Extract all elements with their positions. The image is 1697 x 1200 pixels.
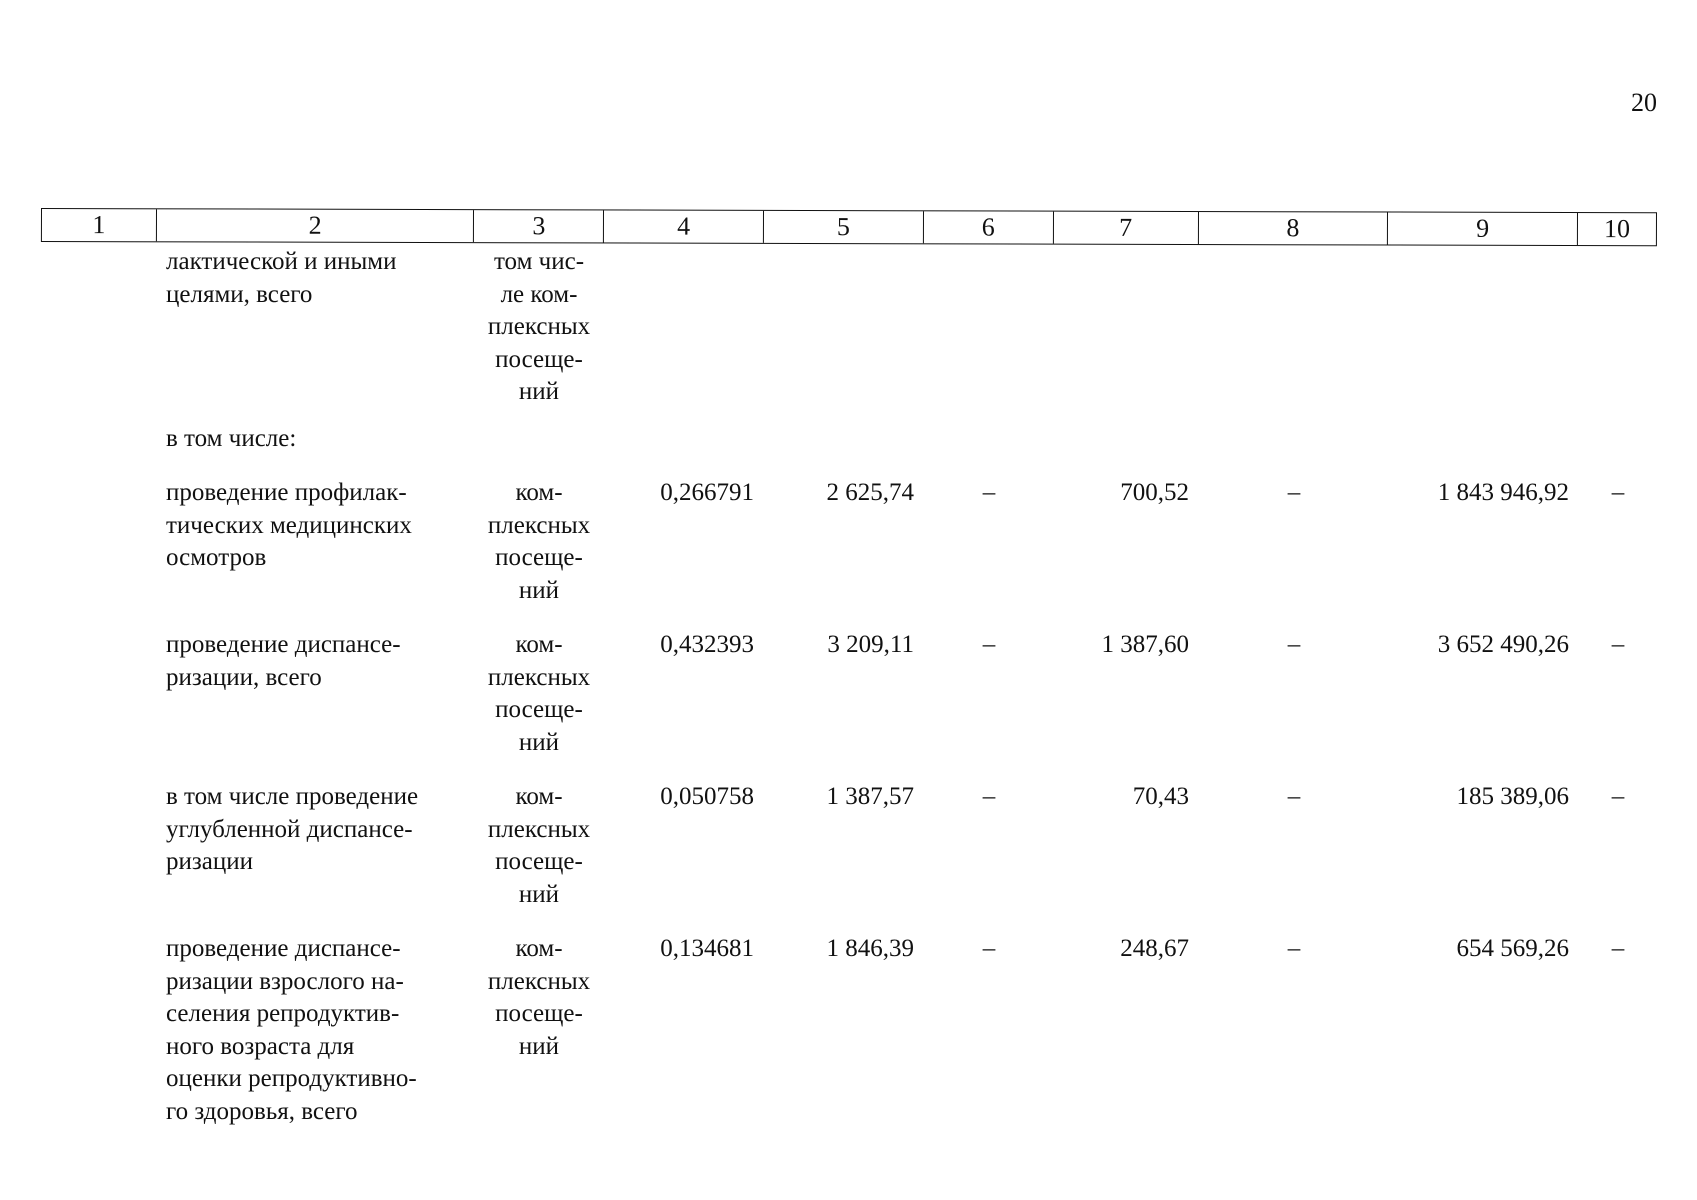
- cell-col7: 700,52: [1120, 479, 1189, 506]
- cell-col10: [1579, 246, 1657, 409]
- table-row: [41, 246, 1657, 409]
- cell-col7: [1054, 246, 1199, 409]
- cell-col7: 70,43: [1132, 783, 1189, 810]
- cell-col8: [1199, 246, 1389, 409]
- cell-col4: [604, 423, 764, 456]
- column-header-9: 9: [1388, 213, 1578, 245]
- row-unit-line: ний: [518, 1032, 560, 1060]
- cell-col6: –: [982, 783, 996, 810]
- table-row: [41, 933, 1657, 1128]
- row-name-line: тических медицинских: [166, 511, 412, 539]
- row-name-line: проведение диспансе-: [166, 631, 401, 658]
- row-name-line: оценки репродуктивно-: [166, 1065, 417, 1092]
- cell-empty: [41, 246, 156, 409]
- table-row: [41, 629, 1657, 759]
- cell-empty: [41, 423, 156, 456]
- cell-empty: [41, 933, 156, 1128]
- cell-col5: 2 625,74: [826, 479, 914, 506]
- cell-col5: 1 387,57: [826, 783, 914, 810]
- cell-col10: [1579, 423, 1657, 456]
- row-unit: [474, 781, 604, 911]
- cell-col8: –: [1287, 479, 1301, 506]
- cell-col8: –: [1287, 935, 1301, 962]
- row-unit-line: ний: [518, 880, 560, 908]
- cell-col10: –: [1611, 783, 1625, 810]
- column-header-8: 8: [1198, 212, 1388, 244]
- cell-col6: [924, 423, 1054, 456]
- row-unit-line: посеще-: [495, 1000, 583, 1027]
- row-name-line: ризации: [166, 848, 253, 875]
- column-header-7: 7: [1054, 212, 1199, 244]
- row-name: [156, 477, 474, 607]
- column-header-4: 4: [604, 210, 764, 242]
- row-unit: [474, 246, 604, 409]
- page-number: 20: [1631, 88, 1657, 117]
- cell-col7: 1 387,60: [1101, 631, 1189, 658]
- row-unit: [474, 933, 604, 1128]
- cell-col10: –: [1611, 631, 1625, 658]
- table-row: [41, 423, 1657, 456]
- row-name-line: проведение профилак-: [166, 479, 407, 506]
- row-name: [156, 246, 474, 409]
- cell-col6: [924, 246, 1054, 409]
- cell-col10: –: [1611, 479, 1625, 506]
- column-header-5: 5: [764, 211, 924, 243]
- cell-col5: 1 846,39: [826, 935, 914, 962]
- cell-col9: 1 843 946,92: [1437, 479, 1569, 506]
- cell-col8: –: [1287, 783, 1301, 810]
- row-unit-line: посеще-: [495, 696, 583, 723]
- row-unit-line: ле ком-: [500, 280, 578, 308]
- cell-col8: –: [1287, 631, 1301, 658]
- row-unit-line: ний: [518, 378, 560, 405]
- table-row: [41, 477, 1657, 607]
- row-name-line: целями, всего: [166, 280, 313, 308]
- column-header-1: 1: [42, 209, 157, 241]
- row-unit-line: ком-: [515, 631, 563, 658]
- row-unit-line: плексных: [487, 313, 591, 340]
- cell-col5: [764, 246, 924, 409]
- row-unit-line: ний: [518, 576, 560, 604]
- cell-col7: [1054, 423, 1199, 456]
- cell-col7: 248,67: [1120, 935, 1189, 962]
- row-unit-line: плексных: [487, 967, 591, 995]
- cell-col10: –: [1611, 935, 1625, 962]
- column-header-3: 3: [474, 210, 604, 242]
- row-unit-line: плексных: [487, 815, 591, 843]
- cell-col5: 3 209,11: [827, 631, 914, 658]
- table-body: [41, 246, 1657, 1128]
- row-unit: [474, 629, 604, 759]
- cell-col9: [1389, 423, 1579, 456]
- row-unit-line: плексных: [487, 511, 591, 539]
- row-unit-line: посеще-: [495, 345, 583, 373]
- cell-col6: –: [982, 631, 996, 658]
- cell-empty: [41, 477, 156, 607]
- cell-col9: 185 389,06: [1456, 783, 1569, 810]
- row-name-line: углубленной диспансе-: [166, 815, 413, 843]
- cell-col9: 654 569,26: [1456, 935, 1569, 962]
- cell-col4: 0,266791: [660, 479, 754, 506]
- row-name: [156, 933, 474, 1128]
- row-unit-line: посеще-: [495, 848, 583, 875]
- row-name-line: селения репродуктив-: [166, 1000, 400, 1027]
- row-unit-line: том чис-: [493, 248, 585, 275]
- row-name-line: ризации взрослого на-: [166, 967, 404, 995]
- cell-col6: –: [982, 479, 996, 506]
- row-name: [156, 629, 474, 759]
- cell-col4: 0,134681: [660, 935, 754, 962]
- row-name-line: го здоровья, всего: [166, 1097, 358, 1125]
- row-unit-line: плексных: [487, 663, 591, 691]
- row-name-line: в том числе:: [166, 424, 297, 452]
- row-unit-line: ком-: [515, 479, 563, 506]
- row-name: [156, 423, 474, 456]
- cell-col4: 0,050758: [660, 783, 754, 810]
- column-header-2: 2: [157, 209, 475, 242]
- row-name-line: лактической и иными: [166, 248, 397, 275]
- cell-col6: –: [982, 935, 996, 962]
- column-header-10: 10: [1603, 214, 1631, 244]
- row-unit-line: ком-: [515, 935, 563, 962]
- table-row: [41, 781, 1657, 911]
- row-unit: [474, 477, 604, 607]
- row-unit-line: посеще-: [495, 544, 583, 571]
- cell-col4: [604, 246, 764, 409]
- row-unit: [474, 423, 604, 456]
- row-name-line: ного возраста для: [166, 1032, 355, 1060]
- row-name-line: в том числе проведение: [166, 783, 419, 810]
- column-header-6: 6: [924, 211, 1054, 243]
- row-name-line: осмотров: [166, 544, 267, 571]
- cell-col8: [1199, 423, 1389, 456]
- row-unit-line: ний: [518, 728, 560, 756]
- row-name-line: ризации, всего: [166, 663, 322, 691]
- cell-col4: 0,432393: [660, 631, 754, 658]
- cell-col9: 3 652 490,26: [1437, 631, 1569, 658]
- cell-col9: [1389, 246, 1579, 409]
- cell-empty: [41, 781, 156, 911]
- row-unit-line: ком-: [515, 783, 563, 810]
- cell-empty: [41, 629, 156, 759]
- table-header-row: [41, 208, 1657, 246]
- cell-col5: [764, 423, 924, 456]
- row-name-line: проведение диспансе-: [166, 935, 401, 962]
- row-name: [156, 781, 474, 911]
